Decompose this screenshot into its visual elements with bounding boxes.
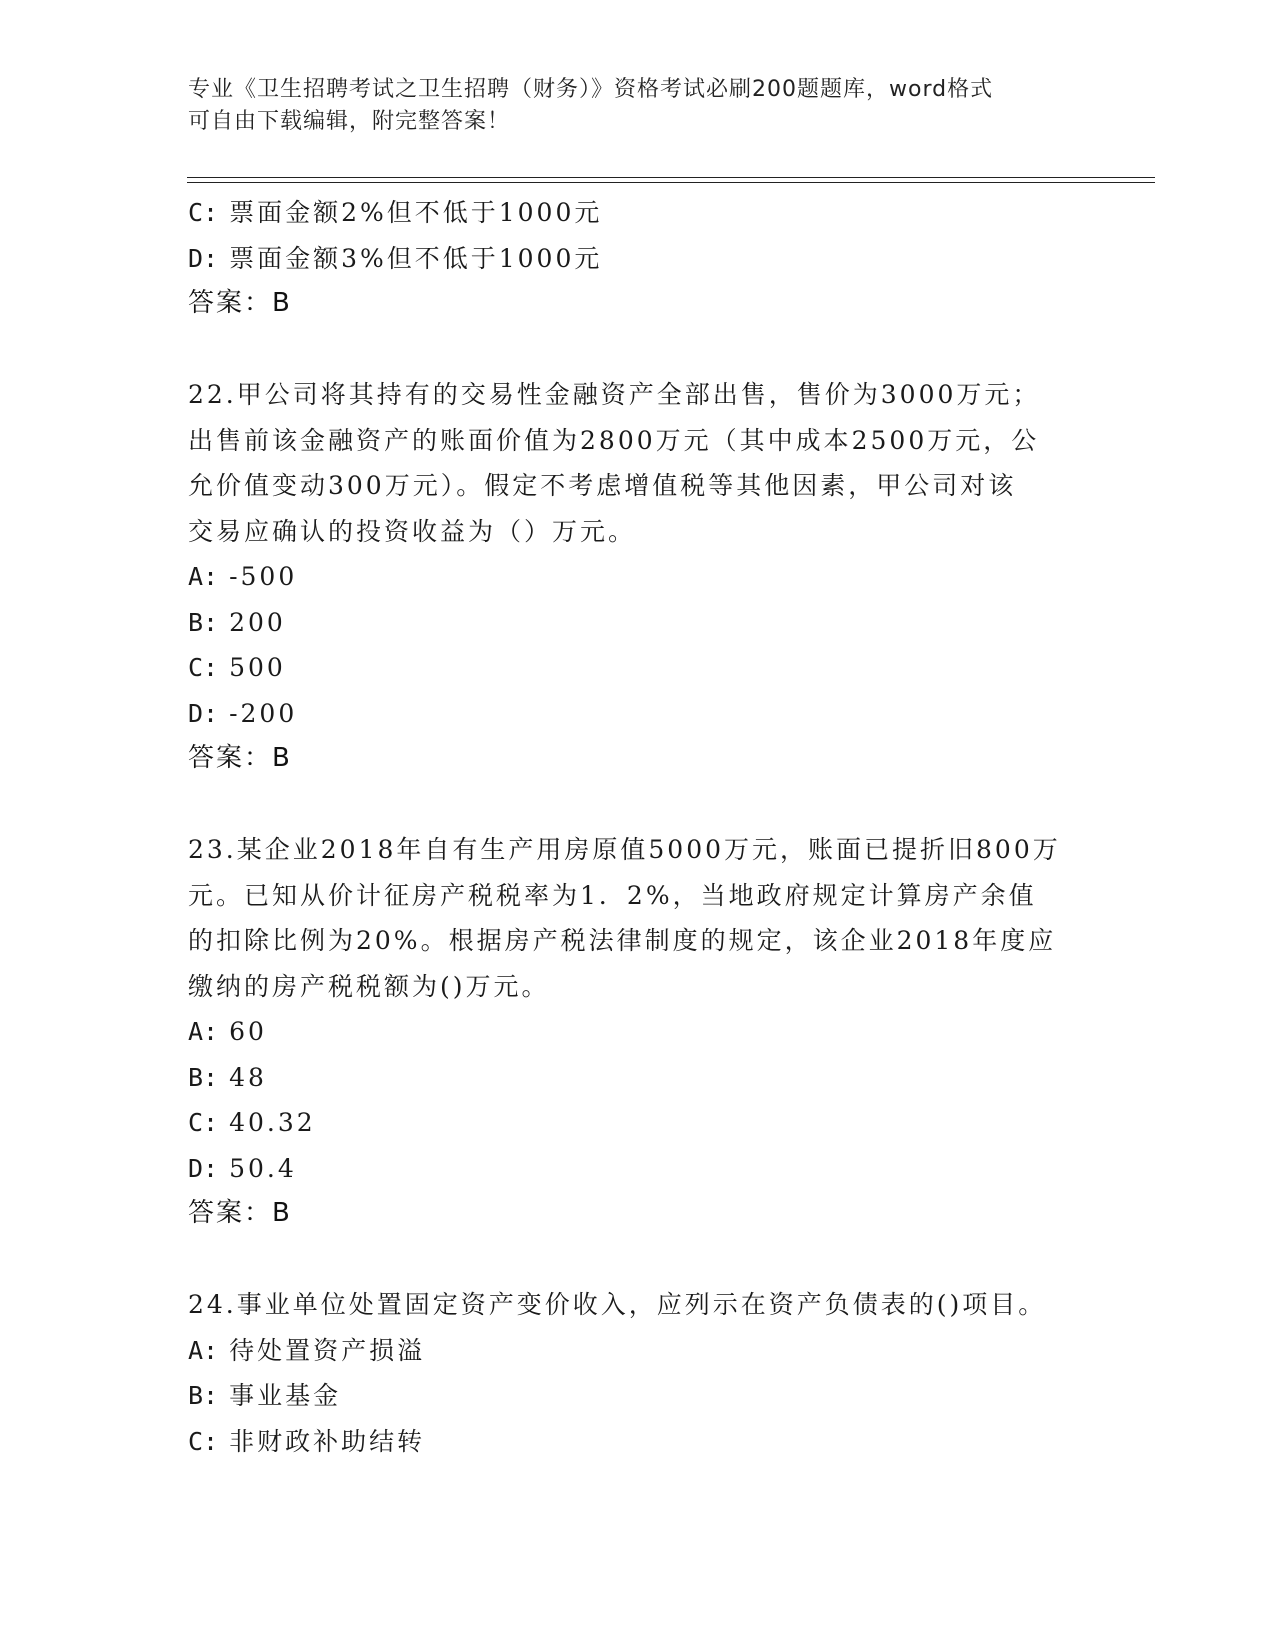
option-b: B: 200 [188,607,286,637]
question-24 [188,1282,1088,1464]
header-line-1: 专业《卫生招聘考试之卫生招聘（财务）》资格考试必刷200题题库，word格式 [188,77,994,102]
question-stem-line: 的扣除比例为20%。根据房产税法律制度的规定，该企业2018年度应 [188,926,1057,955]
option-d: D: 票面金额3%但不低于1000元 [188,243,603,273]
option-d: D: 50.4 [188,1153,297,1183]
header-divider-top [187,177,1155,178]
option-d: D: -200 [188,698,298,728]
answer: 答案：B [188,743,292,773]
question-stem-line: 22.甲公司将其持有的交易性金融资产全部出售，售价为3000万元； [188,380,1041,409]
question-stem-line: 23.某企业2018年自有生产用房原值5000万元，账面已提折旧800万 [188,835,1061,864]
option-a: A: 60 [188,1017,267,1046]
option-c: C: 500 [188,653,286,682]
option-c: C: 票面金额2%但不低于1000元 [188,198,603,227]
question-23 [188,827,1088,1237]
document-header [188,74,1088,138]
answer: 答案：B [188,288,292,318]
question-22 [188,372,1088,782]
question-stem-line: 出售前该金融资产的账面价值为2800万元（其中成本2500万元，公 [188,425,1040,455]
option-a: A: -500 [188,562,298,591]
question-stem-line: 缴纳的房产税税额为()万元。 [188,971,550,1001]
question-21 [188,190,1088,327]
question-content [188,190,1088,1464]
question-stem-line: 24.事业单位处置固定资产变价收入，应列示在资产负债表的()项目。 [188,1290,1047,1319]
option-b: B: 事业基金 [188,1381,342,1410]
header-divider-bottom [187,182,1155,183]
question-stem-line: 交易应确认的投资收益为（）万元。 [188,516,637,546]
option-a: A: 待处置资产损溢 [188,1335,426,1365]
header-line-2: 可自由下载编辑，附完整答案！ [188,109,511,134]
answer: 答案：B [188,1198,292,1228]
option-c: C: 非财政补助结转 [188,1426,426,1456]
option-b: B: 48 [188,1062,267,1092]
question-stem-line: 元。已知从价计征房产税税率为1．2%，当地政府规定计算房产余值 [188,880,1037,910]
option-c: C: 40.32 [188,1108,316,1137]
question-stem-line: 允价值变动300万元）。假定不考虑增值税等其他因素，甲公司对该 [188,471,1017,500]
